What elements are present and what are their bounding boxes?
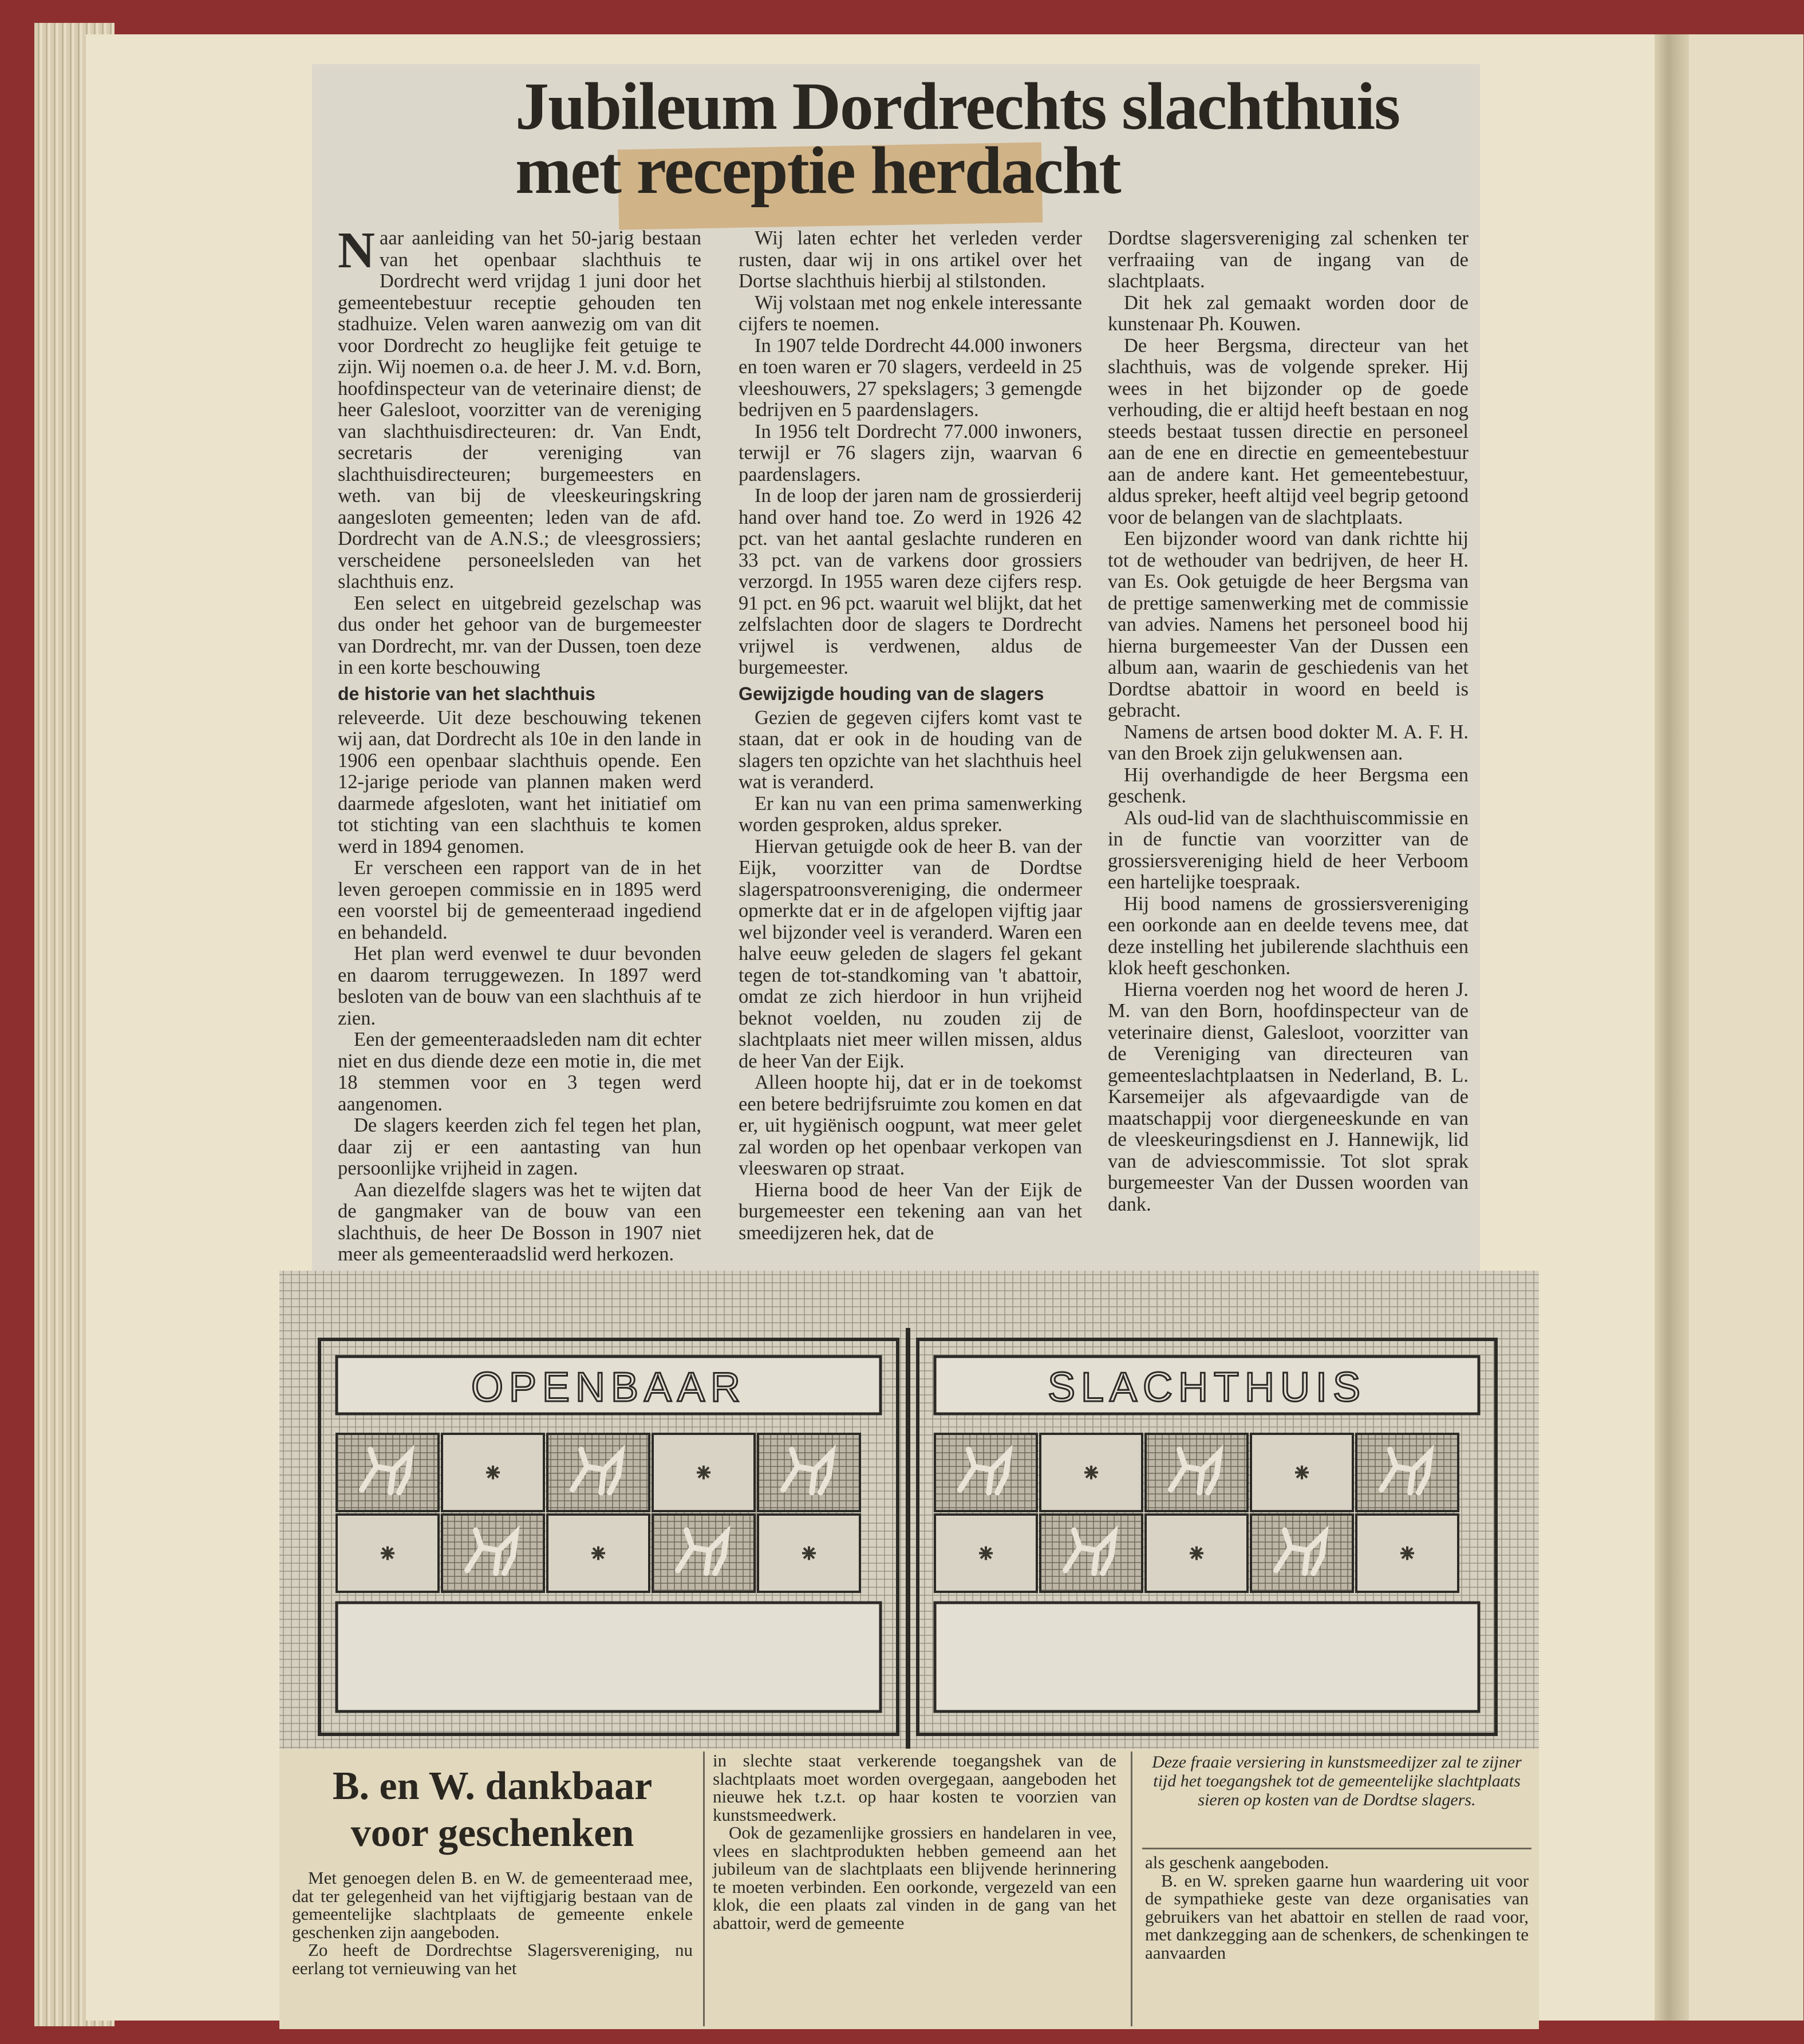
paragraph: Gezien de gegeven cijfers komt vast te staan, dat er ook in de houding van de slagers ten opzichte van het slachthuis heel wat is veranderd. (739, 706, 1082, 793)
star-ornament (591, 1547, 605, 1560)
animal-motif-panel (758, 1434, 860, 1511)
paragraph: Hij overhandigde de heer Bergsma een geschenk. (1108, 764, 1469, 807)
drop-cap: N (338, 222, 375, 279)
paragraph: Het plan werd evenwel te duur bevonden en daarom terruggewezen. In 1897 werd besloten van de bouw van een slachthuis af te zien. (338, 943, 701, 1029)
paragraph: Hiervan getuigde ook de heer B. van der Eijk, voorzitter van de Dordtse slagerspatroonsvereniging, die ondermeer opmerkte dat er in de afgelopen vijftig jaar wel bijzonder veel is veranderd. Waren een halve eeuw geleden de slagers fel gekant tegen de tot-standkoming van 't abattoir, omdat ze zich hierdoor in hun vrijheid beknot voelden, nu zouden zij de slachtplaats niet meer willen missen, aldus de heer Van der Eijk. (739, 835, 1082, 1072)
paragraph: In de loop der jaren nam de grossierderij hand over hand toe. Zo werd in 1926 42 pct. van het aantal geslachte runderen en 33 pct. van de varkens door grossiers verzorgd. In 1955 waren deze cijfers resp. 91 pct. en 96 pct. waaruit wel blijkt, dat het zelfslachten door de slagers te Dordrecht vrijwel is verdwenen, aldus de burgemeester. (739, 485, 1082, 678)
sign-slachthuis: SLACHTHUIS (1047, 1365, 1367, 1410)
star-ornament (979, 1547, 993, 1560)
star-ornament (1084, 1466, 1098, 1480)
paragraph: In 1956 telt Dordrecht 77.000 inwoners, terwijl er 76 slagers zijn, waarvan 6 paardenslagers. (739, 420, 1082, 485)
star-ornament (486, 1466, 500, 1480)
star-ornament (1400, 1547, 1414, 1560)
book-gutter (1655, 34, 1689, 2021)
paragraph: Een bijzonder woord van dank richtte hij tot de wethouder van bedrijven, de heer H. van Es. Ook getuigde de heer Bergsma van de prettige samenwerking met de commissie van advies. Namens het personeel bood hij hierna burgemeester Van der Dussen een album aan, waarin de geschiedenis van het Dordtse abattoir in woord en beeld is gebracht. (1108, 528, 1469, 721)
star-ornament (802, 1547, 816, 1560)
subheading: Gewijzigde houding van de slagers (739, 683, 1044, 704)
animal-motif-panel (547, 1434, 649, 1511)
paragraph: Hierna bood de heer Van der Eijk de burgemeester een tekening aan van het smeedijzeren hek, dat de (739, 1179, 1082, 1244)
paragraph: Namens de artsen bood dokter M. A. F. H. van den Broek zijn gelukwensen aan. (1108, 721, 1469, 764)
headline-line-1: Jubileum Dordrechts slachthuis (515, 69, 1400, 144)
caption-rule (1142, 1848, 1531, 1849)
bottom-column-2 (713, 1752, 1116, 1932)
paragraph: Zo heeft de Dordrechtse Slagersvereniging, nu eerlang tot vernieuwing van het (292, 1940, 693, 1978)
star-ornament (381, 1547, 394, 1560)
bottom-column-1 (292, 1869, 693, 1977)
paragraph: In 1907 telde Dordrecht 44.000 inwoners en toen waren er 70 slagers, verdeeld in 25 vleeshouwers, 27 spekslagers; 3 gemengde bedrijven en 5 paardenslagers. (739, 334, 1082, 421)
animal-motif-panel (1040, 1515, 1142, 1592)
illustration-caption: Deze fraaie versiering in kunstsmeedijzer zal te zijner tijd het toegangshek tot de gemeentelijke slachtplaats sieren op kosten van de Dordtse slagers. (1152, 1753, 1522, 1809)
article-column-3 (1108, 228, 1469, 1215)
paragraph: Wij laten echter het verleden verder rusten, daar wij in ons artikel over het Dortse slachthuis hierbij al stilstonden. (739, 227, 1082, 292)
animal-motif-panel (1146, 1434, 1248, 1511)
article-column-2 (739, 228, 1082, 1244)
paragraph: Hierna voerden nog het woord de heren J. M. van den Born, hoofdinspecteur van de veterinaire dienst, Galesloot, voorzitter van de Vereniging van directeuren van gemeenteslachtplaatsen in Nederland, B. L. Karsemeijer als afgevaardigde van de maatschappij voor diergeneeskunde en van de vleeskeuringsdienst en J. Hannewijk, lid van de adviescommissie. Tot slot sprak burgemeester Van der Dussen woorden van dank. (1108, 978, 1469, 1215)
paragraph: Er kan nu van een prima samenwerking worden gesproken, aldus spreker. (739, 792, 1082, 836)
subheading: de historie van het slachthuis (338, 683, 595, 704)
paragraph: De slagers keerden zich fel tegen het plan, daar zij er een aantasting van hun persoonlijke vrijheid in zagen. (338, 1114, 701, 1179)
paragraph: Naar aanleiding van het 50-jarig bestaan van het openbaar slachthuis te Dordrecht werd vrijdag 1 juni door het gemeentebestuur receptie gehouden ten stadhuize. Velen waren aanwezig om van dit voor Dordrecht zo heuglijke feit getuige te zijn. Wij noemen o.a. de heer J. M. v.d. Born, hoofdinspecteur van de veterinaire dienst; de heer Galesloot, voorzitter van de vereniging van slachthuisdirecteuren: dr. Van Endt, secretaris der vereniging van slachthuisdirecteuren; burgemeesters en weth. van bij de vleeskeuringskring aangesloten gemeenten; leden van de afd. Dordrecht van de A.N.S.; de vleesgrossiers; verscheidene personeelsleden van het slachthuis enz. (338, 222, 701, 592)
paragraph: De heer Bergsma, directeur van het slachthuis, was de volgende spreker. Hij wees in het bijzonder op de goede verhouding, die er altijd heeft bestaan en nog steeds bestaat tussen directie en personeel aan de ene en directie en gemeentebestuur aan de andere kant. Het gemeentebestuur, aldus spreker, heeft altijd veel begrip getoond voor de belangen van de slachtplaats. (1108, 334, 1469, 528)
bottom-headline-line-1: B. en W. dankbaar (332, 1764, 653, 1808)
bottom-column-3 (1145, 1853, 1529, 1962)
paragraph: releveerde. Uit deze beschouwing tekenen wij aan, dat Dordrecht als 10e in den lande in 1906 een openbaar slachthuis opende. Een 12-jarige periode van plannen maken werd daarmede afgesloten, want het initiatief om tot stichting van een slachthuis te komen werd in 1894 genomen. (338, 706, 701, 857)
paragraph: als geschenk aangeboden. (1145, 1852, 1329, 1872)
paragraph: Dit hek zal gemaakt worden door de kunstenaar Ph. Kouwen. (1108, 291, 1469, 335)
animal-motif-panel (1356, 1434, 1458, 1511)
paragraph: Met genoegen delen B. en W. de gemeenteraad mee, dat ter gelegenheid van het vijftigjarig bestaan van de gemeentelijke slachtplaats de gemeente enkele geschenken zijn aangeboden. (292, 1868, 693, 1942)
animal-motif-panel (337, 1434, 439, 1511)
paragraph: Een der gemeenteraadsleden nam dit echter niet en dus diende deze een motie in, die met 18 stemmen voor en 3 tegen werd aangenomen. (338, 1029, 701, 1115)
paragraph: Er verscheen een rapport van de in het leven geroepen commissie en in 1895 werd een voorstel bij de gemeenteraad ingediend en behandeld. (338, 857, 701, 943)
article-column-1 (338, 222, 701, 1266)
column-rule (703, 1752, 705, 2026)
animal-motif-panel (1251, 1515, 1353, 1592)
headline (515, 69, 1431, 208)
animal-motif-panel (935, 1434, 1037, 1511)
paragraph: in slechte staat verkerende toegangshek van de slachtplaats moet worden overgegaan, aangeboden het nieuwe hek t.z.t. op haar kosten te voorzien van kunstsmeedwerk. (713, 1750, 1116, 1825)
star-ornament (697, 1466, 710, 1480)
wrought-iron-gate-drawing (279, 1271, 1539, 1749)
animal-motif-panel (442, 1515, 544, 1592)
paragraph: Hij bood namens de grossiersvereniging een oorkonde aan en deelde tevens mee, dat deze instelling het jubilerende slachthuis een klok heeft geschonken. (1108, 892, 1469, 979)
paragraph: Alleen hoopte hij, dat er in de toekomst een betere bedrijfsruimte zou komen en dat er, uit hygiënisch oogpunt, wat meer gelet zal worden op het openbaar verkopen van vleeswaren op straat. (739, 1072, 1082, 1179)
paragraph: B. en W. spreken gaarne hun waardering uit voor de sympathieke geste van deze organisaties van gebruikers van het abattoir en stellen de raad voor, met dankzegging aan de schenkers, de schenkingen te aanvaarden (1145, 1870, 1529, 1963)
paragraph: Ook de gezamenlijke grossiers en handelaren in vee, vlees en slachtprodukten hebben gemeend aan het jubileum van de slachtplaats een blijvende herinnering te moeten verbinden. Een oorkonde, vergezeld van een klok, die een plaats zal vinden in de gang van het abattoir, werd de gemeente (713, 1822, 1116, 1933)
facing-page (1689, 34, 1803, 2021)
paragraph: Aan diezelfde slagers was het te wijten dat de gangmaker van de bouw van een slachthuis, de heer De Bosson in 1907 niet meer als gemeenteraadslid werd herkozen. (338, 1179, 701, 1265)
star-ornament (1295, 1466, 1309, 1480)
bottom-headline (292, 1763, 693, 1857)
headline-line-2: met receptie herdacht (515, 133, 1120, 208)
animal-motif-panel (653, 1515, 755, 1592)
bottom-headline-line-2: voor geschenken (350, 1811, 634, 1855)
gate-illustration (279, 1271, 1539, 1749)
paragraph: Als oud-lid van de slachthuiscommissie en in de functie van voorzitter van de grossiersvereniging hield de heer Verboom een hartelijke toespraak. (1108, 806, 1469, 893)
sign-openbaar: OPENBAAR (471, 1365, 747, 1410)
paragraph: Dordtse slagersvereniging zal schenken ter verfraaiing van de ingang van de slachtplaats. (1108, 227, 1469, 292)
paragraph: Wij volstaan met nog enkele interessante cijfers te noemen. (739, 291, 1082, 335)
star-ornament (1190, 1547, 1203, 1560)
column-rule (1131, 1752, 1132, 2026)
paragraph: Een select en uitgebreid gezelschap was dus onder het gehoor van de burgemeester van Dordrecht, mr. van der Dussen, toen deze in een korte beschouwing (338, 592, 701, 678)
